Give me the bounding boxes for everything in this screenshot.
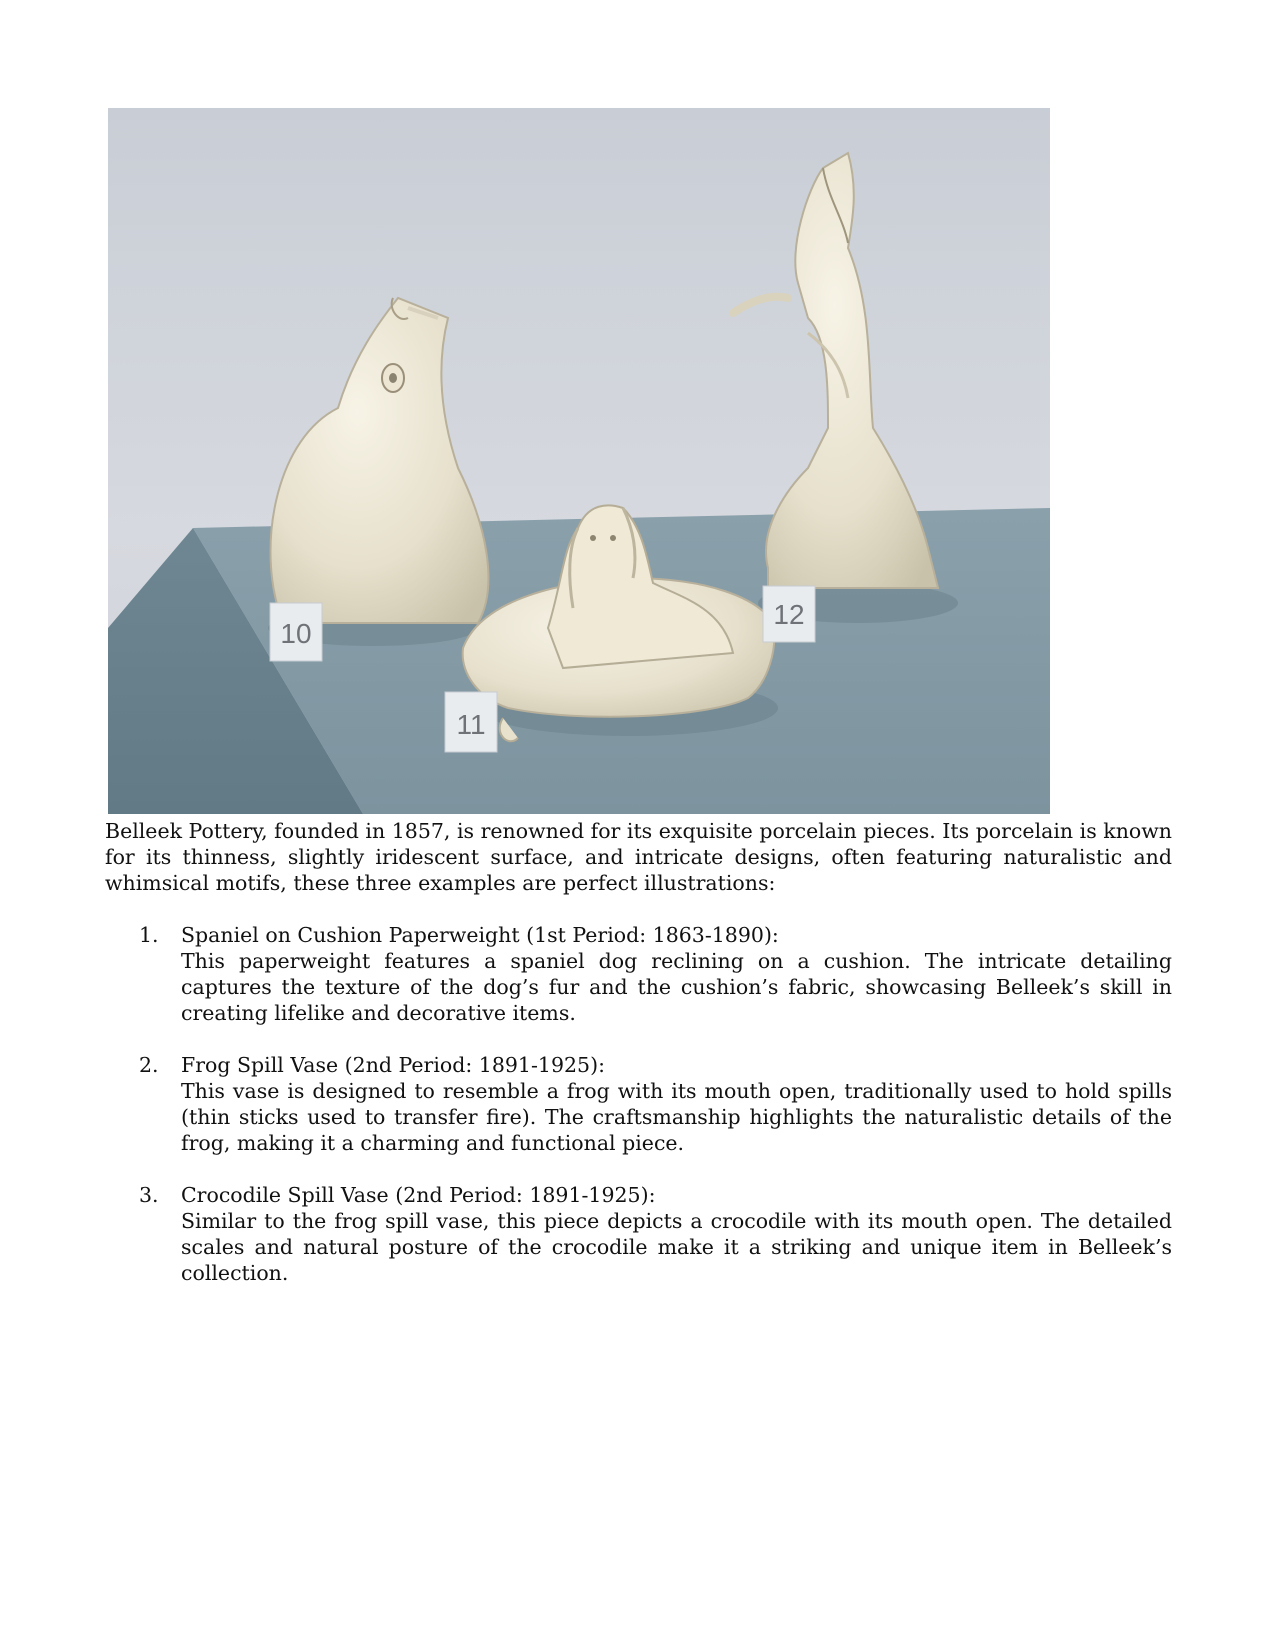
porcelain-photo: [108, 108, 1050, 814]
list-item-description: This vase is designed to resemble a frog with its mouth open, traditionally used to hold spills (thin sticks used to transfer fire). The craftsmanship highlights the naturalistic details of the frog, making it a charming and functional piece.: [181, 1079, 1172, 1155]
tag-12-text: 12: [773, 599, 805, 630]
list-item-title: Frog Spill Vase (2nd Period: 1891-1925):: [181, 1053, 605, 1077]
numbered-list: [105, 922, 1172, 1312]
label-tag-11: [445, 692, 497, 752]
list-item-title: Spaniel on Cushion Paperweight (1st Period: 1863-1890):: [181, 923, 779, 947]
tag-11-text: 11: [456, 709, 486, 740]
tag-10-text: 10: [280, 618, 312, 649]
intro-paragraph: Belleek Pottery, founded in 1857, is renowned for its exquisite porcelain pieces. Its porcelain is known for its thinness, slightly iridescent surface, and intricate designs, often featuring naturalistic and whimsical motifs, these three examples are perfect illustrations:: [105, 819, 1172, 895]
list-item-description: This paperweight features a spaniel dog reclining on a cushion. The intricate detailing captures the texture of the dog’s fur and the cushion’s fabric, showcasing Belleek’s skill in creating lifelike and decorative items.: [181, 949, 1172, 1025]
label-tag-12: [763, 586, 815, 642]
label-tag-10: [270, 603, 322, 661]
list-item-number: 3.: [139, 1183, 159, 1207]
list-item-title: Crocodile Spill Vase (2nd Period: 1891-1925):: [181, 1183, 656, 1207]
list-item: [105, 1182, 1172, 1286]
list-item: [105, 1052, 1172, 1156]
list-item-number: 1.: [139, 923, 159, 947]
list-item-description: Similar to the frog spill vase, this piece depicts a crocodile with its mouth open. The detailed scales and natural posture of the crocodile make it a striking and unique item in Belleek’s collection.: [181, 1209, 1172, 1285]
list-item: [105, 922, 1172, 1026]
list-item-number: 2.: [139, 1053, 159, 1077]
